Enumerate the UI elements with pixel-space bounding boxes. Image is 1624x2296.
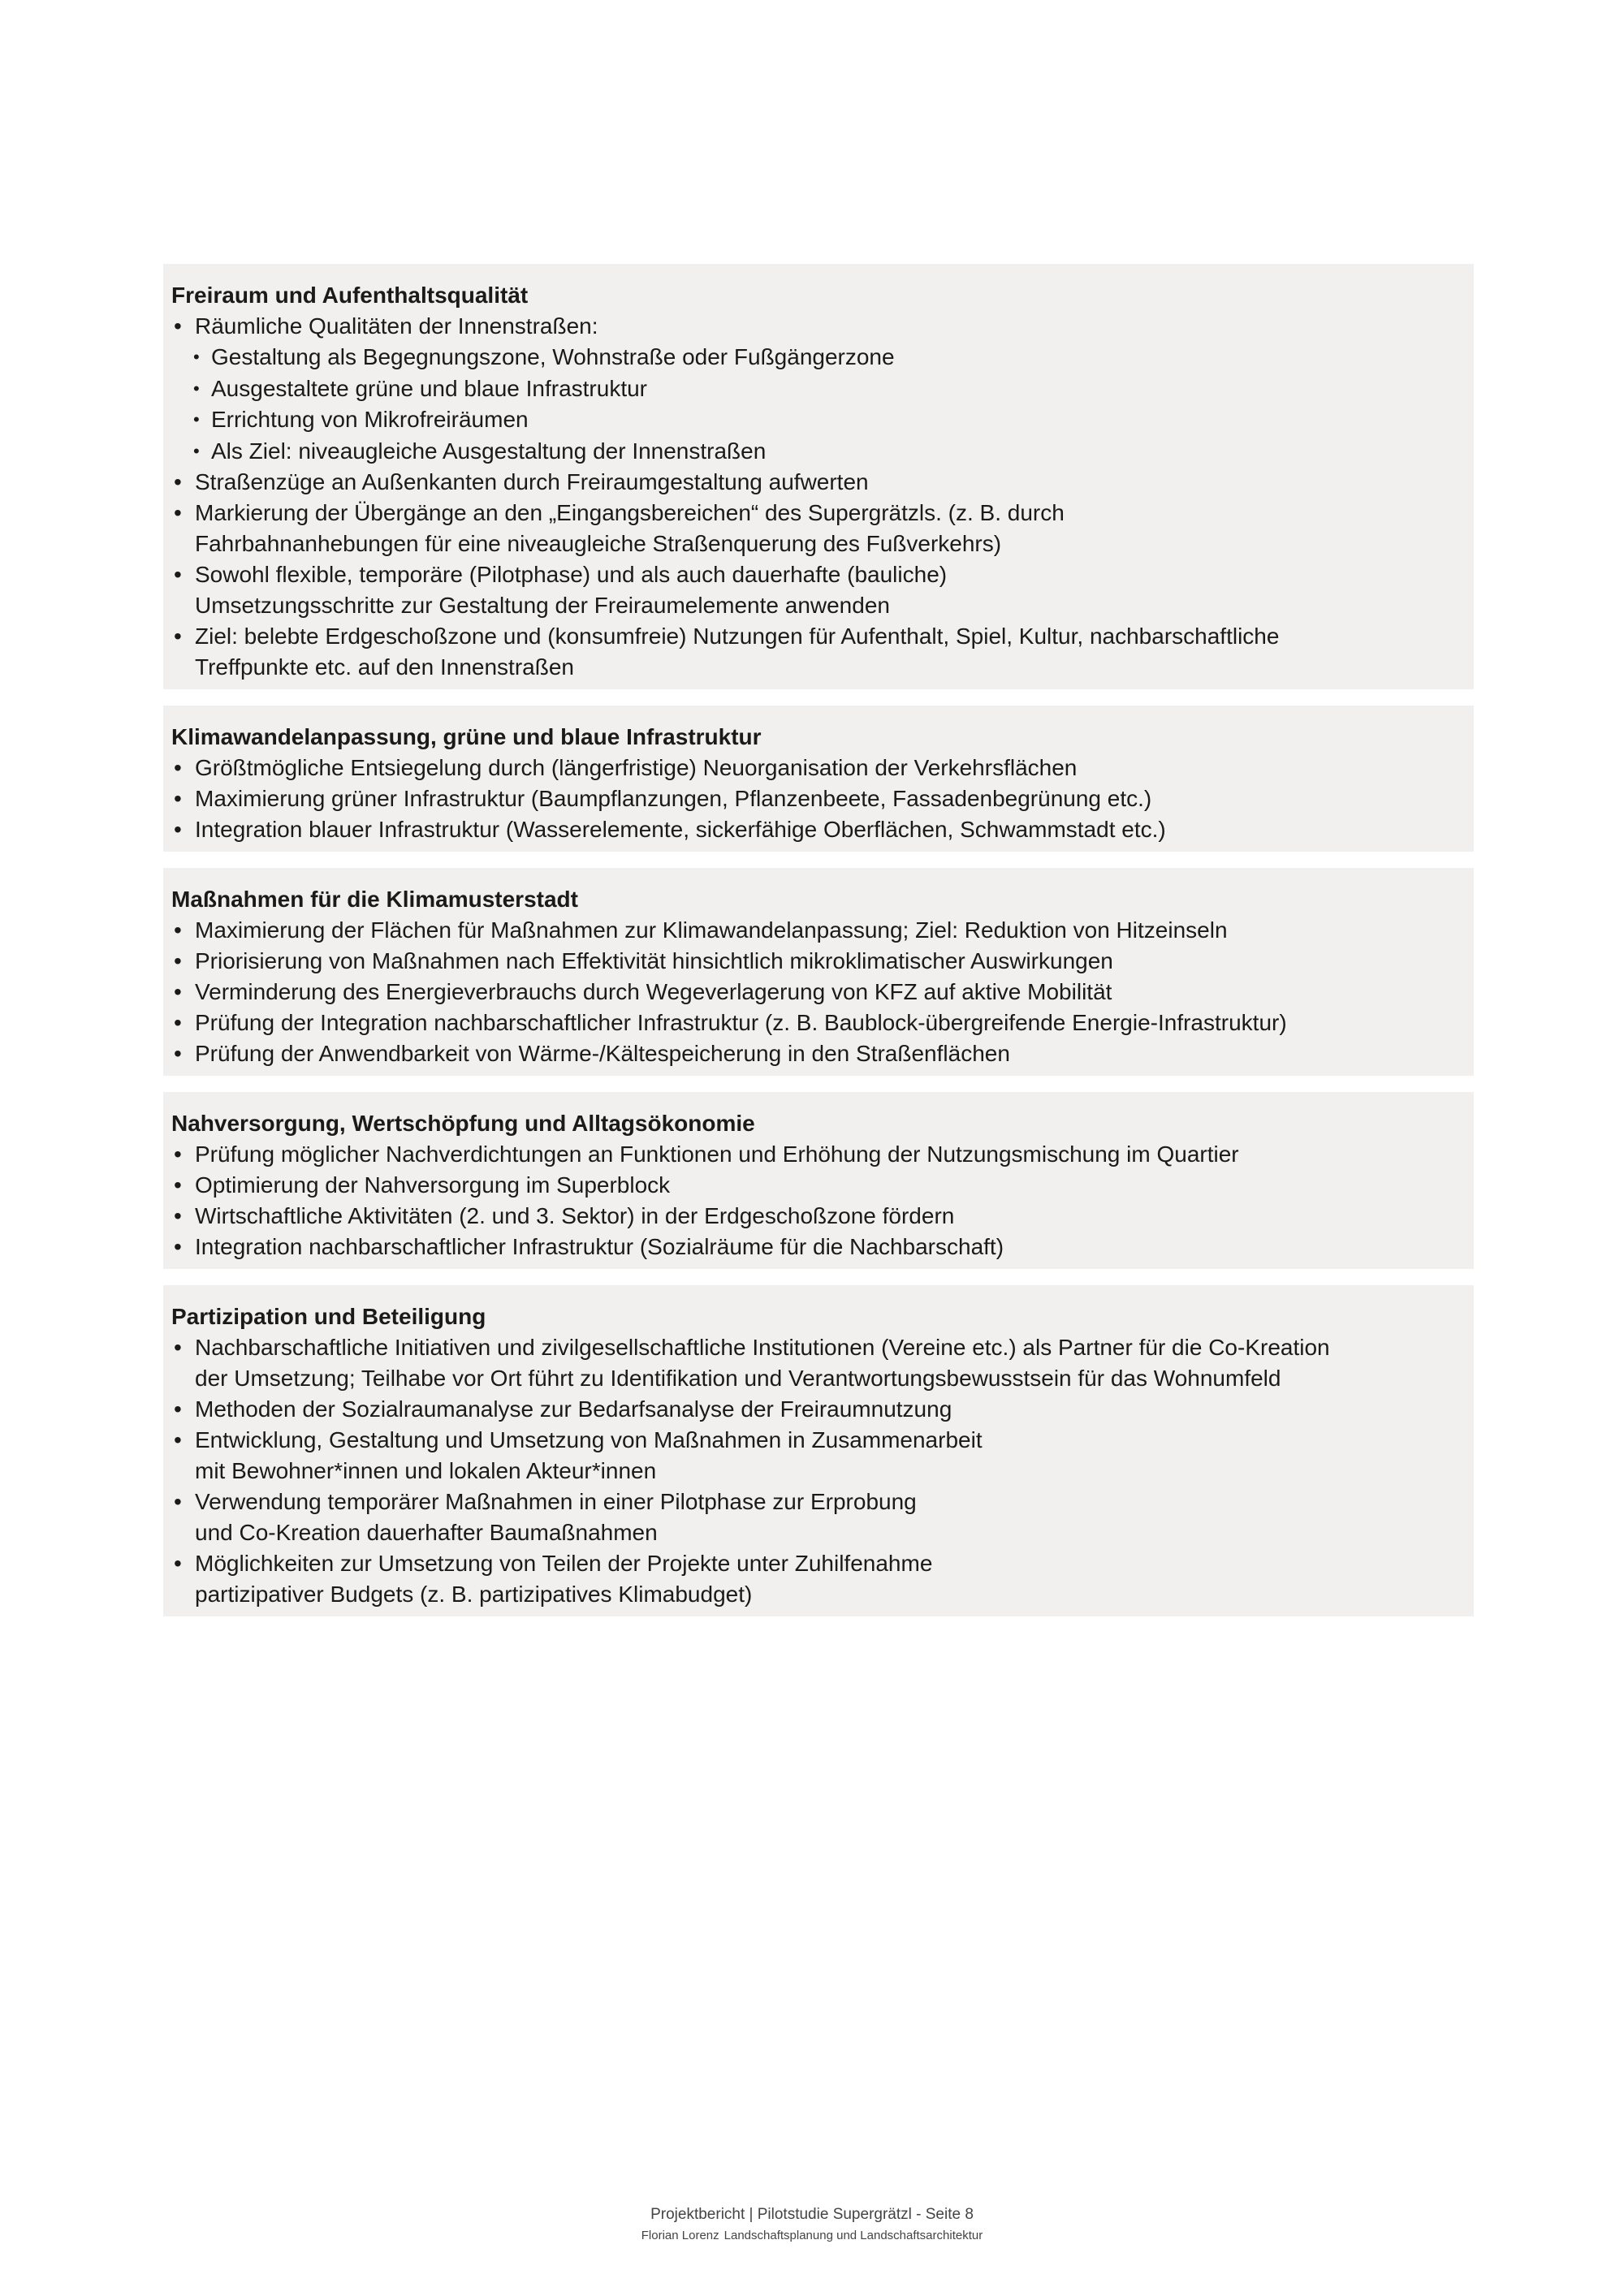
list-item	[171, 946, 1454, 977]
list-item	[171, 1332, 1454, 1394]
item-line: • Verwendung temporärer Maßnahmen in einer Pilotphase zur Erprobung	[195, 1489, 917, 1514]
footer-author: Florian Lorenz	[641, 2229, 719, 2242]
footer-role: Landschaftsplanung und Landschaftsarchitektur	[723, 2229, 983, 2242]
item-line: • Maximierung grüner Infrastruktur (Baumpflanzungen, Pflanzenbeete, Fassadenbegrünung etc.)	[195, 786, 1152, 811]
item-line: • Nachbarschaftliche Initiativen und zivilgesellschaftliche Institutionen (Vereine etc.) als Partner für die Co-Kreation	[195, 1335, 1330, 1360]
list-item	[171, 467, 1454, 498]
list-item	[171, 1394, 1454, 1425]
sub-list-item: • Als Ziel: niveaugleiche Ausgestaltung der Innenstraßen	[195, 436, 1454, 468]
list-item	[171, 814, 1454, 845]
item-line: • Methoden der Sozialraumanalyse zur Bedarfsanalyse der Freiraumnutzung	[195, 1396, 952, 1422]
section-klimawandelanpassung	[163, 706, 1474, 852]
section-partizipation	[163, 1285, 1474, 1616]
sub-list	[195, 342, 1454, 467]
list-item	[171, 311, 1454, 467]
item-line: • Wirtschaftliche Aktivitäten (2. und 3. Sektor) in der Erdgeschoßzone fördern	[195, 1203, 955, 1228]
item-line: • Größtmögliche Entsiegelung durch (längerfristige) Neuorganisation der Verkehrsflächen	[195, 755, 1078, 780]
item-line: • Sowohl flexible, temporäre (Pilotphase) und als auch dauerhafte (bauliche)	[195, 562, 948, 587]
list-item	[171, 1170, 1454, 1201]
section-title: Maßnahmen für die Klimamusterstadt	[171, 887, 578, 912]
list-item	[171, 1425, 1454, 1487]
list-item	[171, 753, 1454, 783]
list-item	[171, 621, 1454, 683]
list-item	[171, 1487, 1454, 1548]
item-line: partizipativer Budgets (z. B. partizipatives Klimabudget)	[195, 1582, 753, 1607]
bullet-list	[171, 1139, 1454, 1262]
bullet-list	[171, 915, 1454, 1069]
page-footer	[0, 2203, 1624, 2246]
section-freiraum	[163, 264, 1474, 689]
item-line: • Prüfung der Anwendbarkeit von Wärme-/Kältespeicherung in den Straßenflächen	[195, 1041, 1010, 1066]
item-line: der Umsetzung; Teilhabe vor Ort führt zu Identifikation und Verantwortungsbewusstsein für das Wohnumfeld	[195, 1366, 1281, 1391]
content	[163, 264, 1474, 1633]
list-item	[171, 1139, 1454, 1170]
footer-report-title: Projektbericht | Pilotstudie Supergrätzl - Seite 8	[650, 2206, 974, 2223]
item-text: • Räumliche Qualitäten der Innenstraßen:	[195, 313, 598, 339]
section-title: Nahversorgung, Wertschöpfung und Alltagsökonomie	[171, 1111, 755, 1136]
item-line: • Straßenzüge an Außenkanten durch Freiraumgestaltung aufwerten	[195, 469, 869, 494]
item-line: • Integration blauer Infrastruktur (Wasserelemente, sickerfähige Oberflächen, Schwammstadt etc.)	[195, 817, 1166, 842]
item-line: • Markierung der Übergänge an den „Eingangsbereichen“ des Supergrätzls. (z. B. durch	[195, 500, 1065, 525]
item-line: • Möglichkeiten zur Umsetzung von Teilen der Projekte unter Zuhilfenahme	[195, 1551, 933, 1576]
list-item	[171, 1038, 1454, 1069]
item-line: • Entwicklung, Gestaltung und Umsetzung von Maßnahmen in Zusammenarbeit	[195, 1427, 983, 1452]
sub-list-item: • Errichtung von Mikrofreiräumen	[195, 404, 1454, 436]
list-item	[171, 783, 1454, 814]
list-item	[171, 1201, 1454, 1232]
item-line: Fahrbahnanhebungen für eine niveaugleiche Straßenquerung des Fußverkehrs)	[195, 531, 1002, 556]
list-item	[171, 915, 1454, 946]
item-line: • Ziel: belebte Erdgeschoßzone und (konsumfreie) Nutzungen für Aufenthalt, Spiel, Kultur, nachbarschaftliche	[195, 624, 1280, 649]
footer-credit	[0, 2226, 1624, 2246]
item-line: Treffpunkte etc. auf den Innenstraßen	[195, 654, 574, 680]
item-line: • Prüfung der Integration nachbarschaftlicher Infrastruktur (z. B. Baublock-übergreifende Energie-Infrastruktur)	[195, 1010, 1287, 1035]
list-item	[171, 559, 1454, 621]
item-line: Umsetzungsschritte zur Gestaltung der Freiraumelemente anwenden	[195, 593, 890, 618]
item-line: • Prüfung möglicher Nachverdichtungen an Funktionen und Erhöhung der Nutzungsmischung im Quartier	[195, 1142, 1239, 1167]
sub-list-item: • Ausgestaltete grüne und blaue Infrastruktur	[195, 373, 1454, 405]
section-title: Freiraum und Aufenthaltsqualität	[171, 283, 529, 308]
section-nahversorgung	[163, 1092, 1474, 1269]
list-item	[171, 1008, 1454, 1038]
item-line: mit Bewohner*innen und lokalen Akteur*innen	[195, 1458, 657, 1483]
list-item	[171, 498, 1454, 559]
item-line: • Verminderung des Energieverbrauchs durch Wegeverlagerung von KFZ auf aktive Mobilität	[195, 979, 1112, 1004]
item-line: • Priorisierung von Maßnahmen nach Effektivität hinsichtlich mikroklimatischer Auswirkungen	[195, 948, 1113, 973]
bullet-list	[171, 1332, 1454, 1610]
section-klimamusterstadt	[163, 868, 1474, 1076]
item-line: • Optimierung der Nahversorgung im Superblock	[195, 1172, 671, 1198]
list-item	[171, 1232, 1454, 1262]
section-title: Partizipation und Beteiligung	[171, 1304, 486, 1329]
list-item	[171, 977, 1454, 1008]
item-line: • Maximierung der Flächen für Maßnahmen zur Klimawandelanpassung; Ziel: Reduktion von Hitzeinseln	[195, 917, 1228, 943]
list-item	[171, 1548, 1454, 1610]
sub-list-item: • Gestaltung als Begegnungszone, Wohnstraße oder Fußgängerzone	[195, 342, 1454, 373]
item-line: und Co-Kreation dauerhafter Baumaßnahmen	[195, 1520, 658, 1545]
section-title: Klimawandelanpassung, grüne und blaue Infrastruktur	[171, 724, 762, 749]
bullet-list	[171, 753, 1454, 845]
bullet-list	[171, 311, 1454, 683]
item-line: • Integration nachbarschaftlicher Infrastruktur (Sozialräume für die Nachbarschaft)	[195, 1234, 1004, 1259]
